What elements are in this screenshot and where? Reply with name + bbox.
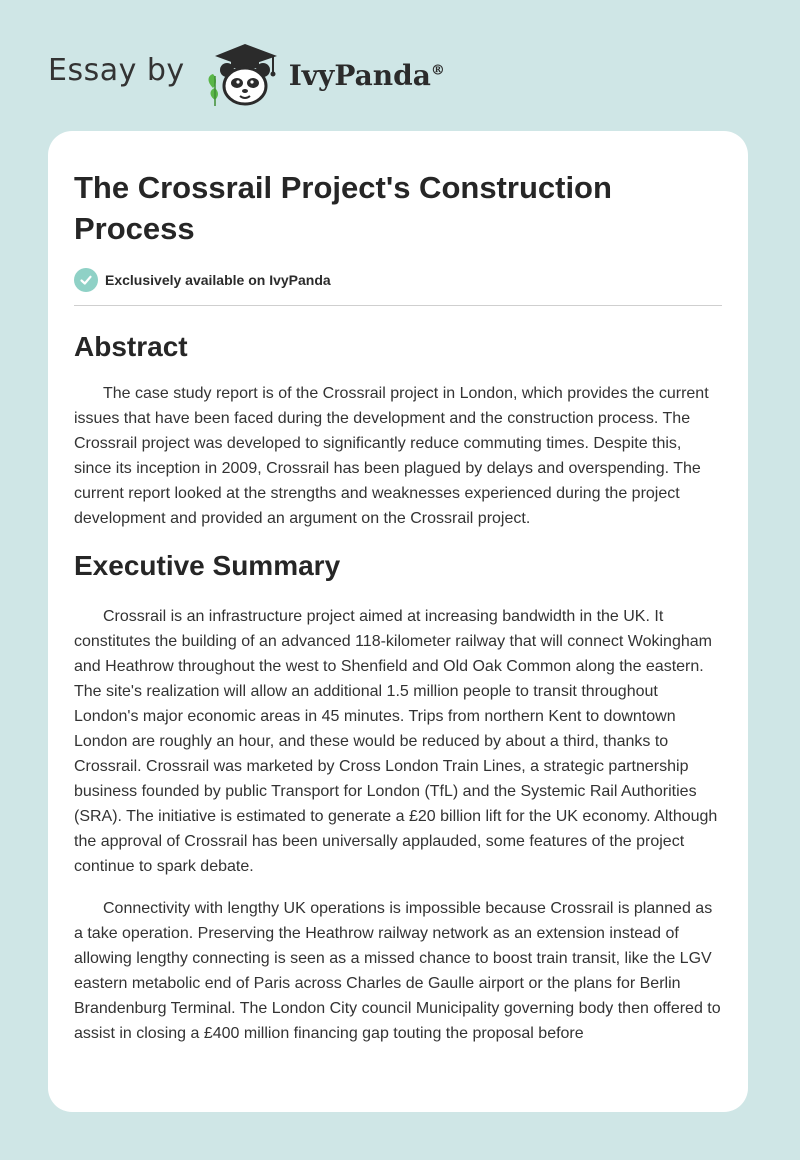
site-header — [48, 36, 445, 108]
essay-by-label: Essay by — [48, 52, 185, 88]
essay-card — [48, 131, 748, 1112]
panda-mascot-icon — [201, 36, 285, 108]
exclusive-badge — [74, 268, 722, 292]
abstract-paragraph: The case study report is of the Crossrail project in London, which provides the current issues that have been faced during the development and the construction process. The Crossrail project was developed to significantly reduce commuting times. Despite this, since its inception in 2009, Crossrail has been plagued by delays and overspending. The current report looked at the strengths and weaknesses experienced during the project development and provided an argument on the Crossrail project. — [74, 385, 709, 527]
checkmark-icon — [74, 268, 98, 292]
summary-paragraph-1: Crossrail is an infrastructure project aimed at increasing bandwidth in the UK. It constitutes the building of an advanced 118-kilometer railway that will connect Wokingham and Heathrow throughout the west to Shenfield and Old Oak Common along the eastern. The site's realization will allow an additional 1.5 million people to transit throughout London's major economic areas in 45 minutes. Trips from northern Kent to downtown London are roughly an hour, and these would be reduced by about a third, thanks to Crossrail. Crossrail was marketed by Cross London Train Lines, a strategic partnership business founded by public Transport for London (TfL) and the Systemic Rail Authorities (SRA). The initiative is estimated to generate a £20 billion lift for the UK economy. Although the approval of Crossrail has been universally applauded, some features of the project continue to spark debate. — [74, 608, 718, 875]
summary-paragraph-2: Connectivity with lengthy UK operations is impossible because Crossrail is planned as a take operation. Preserving the Heathrow railway network as an extension instead of allowing lengthy connecting is seen as a missed chance to boost train transit, like the LGV eastern metabolic end of Paris across Charles de Gaulle airport or the plans for Berlin Brandenburg Terminal. The London City council Municipality governing body then offered to assist in closing a £400 million financing gap touting the proposal before — [74, 900, 721, 1042]
divider — [74, 305, 722, 306]
brand-name: IvyPanda® — [288, 58, 445, 92]
badge-text: Exclusively available on IvyPanda — [105, 272, 331, 288]
section-heading-executive-summary: Executive Summary — [74, 550, 341, 581]
registered-mark: ® — [430, 62, 445, 79]
section-heading-abstract: Abstract — [74, 331, 188, 362]
page-title: The Crossrail Project's Construction Process — [74, 170, 612, 246]
ivypanda-logo[interactable] — [201, 36, 445, 108]
